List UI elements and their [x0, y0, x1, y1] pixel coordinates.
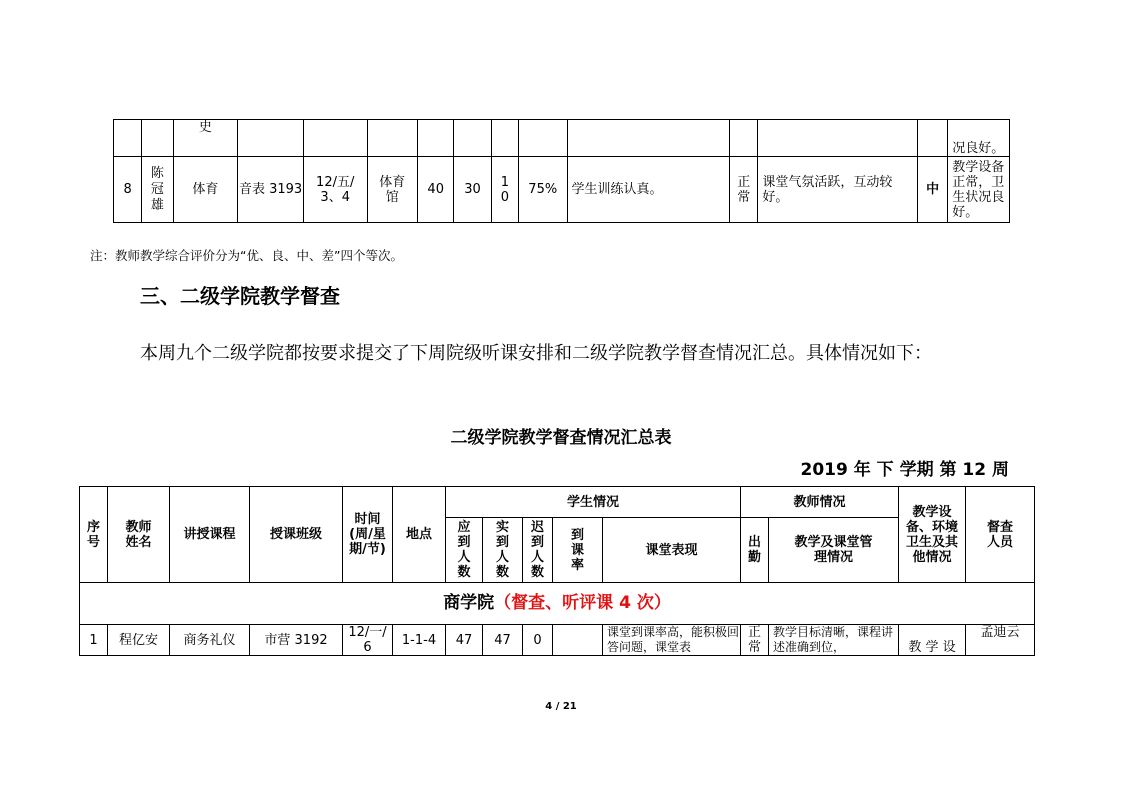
- rate-cell: [553, 625, 603, 656]
- summary-paragraph: 本周九个二级学院都按要求提交了下周院级听课安排和二级学院教学督查情况汇总。具体情况如下：: [140, 343, 932, 364]
- header-course: 讲授课程: [170, 487, 250, 583]
- attendance-cell: [730, 157, 758, 223]
- header-actual-text: 实到人数: [495, 520, 509, 580]
- page-number: 4 / 21: [545, 701, 577, 712]
- environment-cell: 况良好。: [948, 120, 1010, 157]
- college-row: [80, 583, 1035, 625]
- header-management: [769, 518, 899, 583]
- header-late: [523, 518, 553, 583]
- header-name: [108, 487, 170, 583]
- place-text: 体育馆: [379, 174, 406, 205]
- rate-cell: 75%: [519, 157, 567, 223]
- header-row: [80, 487, 1035, 518]
- header-supervisor: [966, 487, 1035, 583]
- college-note: （督查、听评课 4 次）: [494, 593, 671, 613]
- header-time-text: 时间(周/星期/节): [349, 512, 386, 557]
- header-late-text: 迟到人数: [530, 520, 544, 580]
- header-class: 授课班级: [250, 487, 343, 583]
- header-performance: 课堂表现: [603, 518, 741, 583]
- header-supervisor-text: 督查人员: [987, 519, 1014, 550]
- time-cell: [303, 157, 367, 223]
- header-rate: [553, 518, 603, 583]
- evaluation-table-continued: [113, 119, 1010, 223]
- attendance-text: 正常: [737, 174, 751, 205]
- header-rate-text: 到课率: [570, 527, 584, 573]
- teacher-name: [142, 157, 173, 223]
- summary-table-title: 二级学院教学督查情况汇总表: [450, 428, 672, 448]
- header-environment-text: 教学设备、环境卫生及其他情况: [906, 504, 959, 565]
- performance-cell: 学生训练认真。: [567, 157, 730, 223]
- should-attend-cell: 47: [446, 625, 483, 656]
- header-attendance: [741, 518, 769, 583]
- college-supervision-table: [79, 486, 1035, 656]
- row-number: 1: [80, 625, 108, 656]
- place-cell: 1-1-4: [393, 625, 446, 656]
- table-row: [80, 625, 1035, 656]
- term-week-line: 2019 年 下 学期 第 12 周: [800, 460, 1009, 480]
- header-place: 地点: [393, 487, 446, 583]
- header-name-text: 教师姓名: [125, 519, 152, 550]
- header-num: [80, 487, 108, 583]
- class-cell: 市营 3192: [250, 625, 343, 656]
- attendance-text: 正常: [748, 625, 762, 655]
- table-row: [114, 120, 1010, 157]
- late-cell: [491, 157, 518, 223]
- course-cell: 史: [173, 120, 238, 157]
- course-cell: 体育: [173, 157, 238, 223]
- place-cell: [367, 157, 418, 223]
- supervisor-cell: 孟迪云: [966, 625, 1035, 656]
- teacher-name-text: 陈冠雄: [150, 165, 164, 213]
- management-cell: 课堂气氛活跃，互动较好。: [758, 157, 918, 223]
- college-heading: [80, 583, 1035, 625]
- actual-attend-cell: 30: [454, 157, 491, 223]
- college-name: 商学院: [443, 593, 495, 613]
- actual-attend-cell: 47: [483, 625, 523, 656]
- should-attend-cell: 40: [418, 157, 454, 223]
- table-row: [114, 157, 1010, 223]
- header-num-text: 序号: [86, 519, 100, 550]
- header-attendance-text: 出勤: [748, 535, 762, 565]
- late-text: 10: [500, 174, 510, 205]
- performance-cell: 课堂到课率高，能积极回答问题，课堂表: [603, 625, 741, 656]
- section-heading: 三、二级学院教学督查: [140, 284, 340, 308]
- header-management-text: 教学及课堂管理情况: [794, 535, 873, 565]
- course-cell: 商务礼仪: [170, 625, 250, 656]
- environment-cell: 教 学 设: [899, 625, 966, 656]
- evaluation-note: 注：教师教学综合评价分为“优、良、中、差”四个等次。: [90, 248, 403, 263]
- environment-cell: 教学设备正常，卫生状况良好。: [948, 157, 1010, 223]
- management-cell: 教学目标清晰，课程讲述准确到位，: [769, 625, 899, 656]
- time-cell: [343, 625, 393, 656]
- header-should: [446, 518, 483, 583]
- attendance-cell: [741, 625, 769, 656]
- time-text: 12/一/6: [348, 625, 387, 655]
- header-teacher: 教师情况: [741, 487, 899, 518]
- header-should-text: 应到人数: [457, 520, 471, 580]
- header-time: [343, 487, 393, 583]
- grade-cell: 中: [918, 157, 948, 223]
- row-number: 8: [114, 157, 142, 223]
- time-text: 12/五/3、4: [316, 174, 355, 205]
- class-cell: 音表 3193: [238, 157, 304, 223]
- header-environment: [899, 487, 966, 583]
- header-students: 学生情况: [446, 487, 741, 518]
- late-cell: 0: [523, 625, 553, 656]
- header-actual: [483, 518, 523, 583]
- teacher-name: 程亿安: [108, 625, 170, 656]
